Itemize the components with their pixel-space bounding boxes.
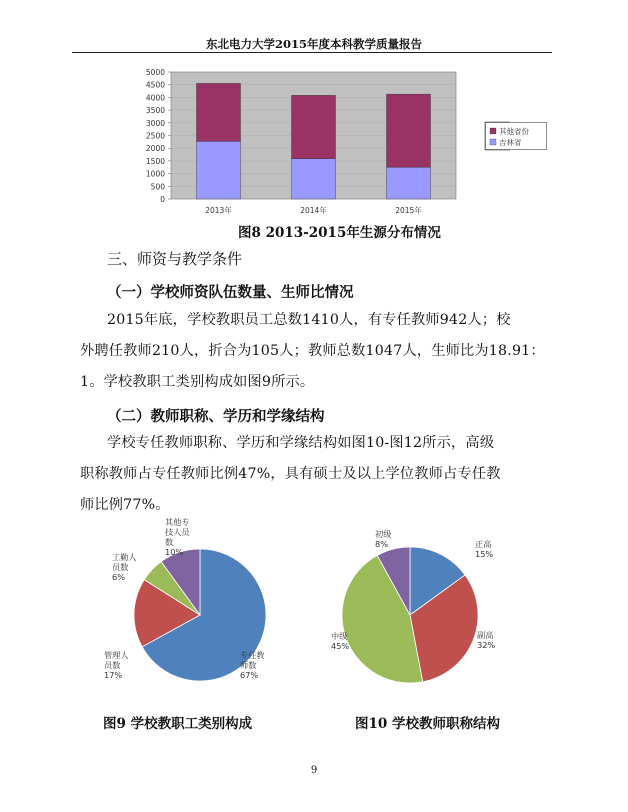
pie-label: 初级	[375, 529, 392, 539]
staff-category-pie	[90, 510, 310, 705]
bar-segment	[197, 141, 241, 199]
paragraph-1-line: 1。学校教职工类别构成如图9所示。	[80, 374, 315, 390]
y-tick-label: 5000	[145, 68, 165, 77]
pie-label: 其他专	[165, 517, 190, 527]
pie-label: 32%	[477, 640, 496, 650]
paragraph-1-line: 2015年底，学校教职员工总数1410人，有专任教师942人；校	[107, 312, 511, 328]
y-tick-label: 2000	[145, 144, 165, 154]
figure8-caption: 图8 2013-2015年生源分布情况	[238, 225, 441, 241]
y-tick-label: 3000	[145, 118, 165, 128]
legend-label: 吉林省	[499, 138, 522, 147]
pie-label: 6%	[112, 572, 125, 582]
pie-label: 45%	[331, 641, 350, 651]
pie-label: 数	[165, 537, 174, 547]
subsection1-heading: （一）学校师资队伍数量、生师比情况	[107, 284, 354, 301]
teacher-title-pie	[325, 515, 525, 710]
y-tick-label: 4000	[145, 93, 165, 103]
bar-segment	[292, 159, 336, 199]
legend-label: 其他省份	[499, 127, 529, 136]
figure10-caption: 图10 学校教师职称结构	[355, 716, 500, 732]
pie-label: 工勤人	[112, 552, 137, 562]
paragraph-1	[80, 305, 555, 398]
y-tick-label: 500	[150, 182, 165, 192]
bar-chart	[130, 64, 510, 224]
pie-label: 8%	[375, 539, 388, 549]
pie-label: 员数	[104, 660, 121, 670]
bar-legend-overlay	[485, 122, 547, 150]
figure9-caption: 图9 学校教职工类别构成	[103, 716, 253, 732]
legend-swatch	[490, 128, 496, 134]
pie-label: 师数	[240, 660, 257, 670]
pie-label: 专任教	[240, 650, 265, 660]
plot-area	[146, 68, 456, 215]
paragraph-2-line: 学校专任教师职称、学历和学缘结构如图10-图12所示，高级	[107, 435, 495, 451]
page-number: 9	[310, 765, 318, 776]
pie-label: 17%	[104, 670, 123, 680]
x-tick-label: 2013年	[205, 206, 232, 215]
y-axis-ticks	[146, 68, 171, 204]
y-tick-label: 2500	[145, 131, 165, 141]
y-tick-label: 4500	[145, 80, 165, 90]
pie-label: 技人员	[165, 527, 190, 537]
x-tick-label: 2015年	[395, 206, 422, 215]
paragraph-2-line: 师比例77%。	[80, 497, 170, 513]
section-heading: 三、师资与教学条件	[107, 250, 243, 268]
pie-label: 正高	[475, 539, 492, 549]
pie-label: 副高	[477, 630, 494, 640]
y-tick-label: 1000	[145, 169, 165, 179]
legend-swatch	[490, 139, 496, 145]
bar-segment	[197, 83, 241, 141]
pie-label: 67%	[240, 670, 259, 680]
paragraph-2	[80, 428, 555, 521]
subsection2-heading: （二）教师职称、学历和学缘结构	[107, 408, 325, 425]
pie-label: 中级	[331, 631, 348, 641]
paragraph-1-line: 外聘任教师210人，折合为105人；教师总数1047人，生师比为18.91：	[80, 343, 545, 359]
pie-label: 10%	[165, 547, 184, 557]
bar-segment	[292, 95, 336, 158]
bar-segment	[387, 167, 431, 199]
pie-label: 管理人	[104, 650, 129, 660]
x-axis-ticks	[205, 205, 422, 215]
header-rule	[72, 52, 552, 53]
paragraph-2-line: 职称教师占专任教师比例47%，具有硕士及以上学位教师占专任教	[80, 466, 501, 482]
pie-label: 员数	[112, 562, 129, 572]
y-tick-label: 3500	[145, 106, 165, 116]
bar-series	[197, 83, 431, 199]
y-tick-label: 0	[160, 195, 165, 204]
page-header: 东北电力大学2015年度本科教学质量报告	[205, 37, 422, 51]
bar-segment	[387, 94, 431, 167]
y-tick-label: 1500	[145, 156, 165, 166]
pie-label: 15%	[475, 549, 494, 559]
x-tick-label: 2014年	[300, 206, 327, 215]
